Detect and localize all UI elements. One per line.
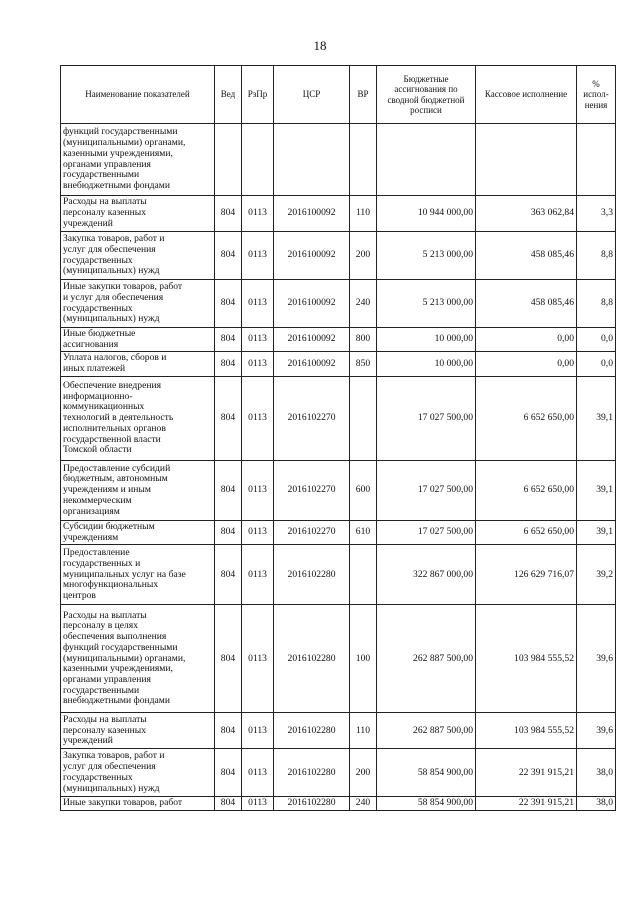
cell-pct: 39,1 bbox=[577, 520, 616, 544]
cell-rzpr: 0113 bbox=[242, 232, 274, 280]
table-row bbox=[61, 545, 616, 605]
cell-kass: 103 984 555,52 bbox=[476, 605, 577, 713]
cell-vr: 100 bbox=[350, 605, 377, 713]
cell-assign: 5 213 000,00 bbox=[377, 280, 476, 328]
table-row bbox=[61, 232, 616, 280]
table-row bbox=[61, 797, 616, 811]
cell-pct: 38,0 bbox=[577, 749, 616, 797]
cell-vr: 110 bbox=[350, 713, 377, 749]
cell-csr: 2016102280 bbox=[274, 749, 350, 797]
cell-csr: 2016100092 bbox=[274, 196, 350, 232]
cell-assign: 5 213 000,00 bbox=[377, 232, 476, 280]
table-row bbox=[61, 460, 616, 520]
cell-pct: 3,3 bbox=[577, 196, 616, 232]
cell-ved: 804 bbox=[215, 713, 242, 749]
header-cash-execution: Кассовое исполнение bbox=[476, 66, 577, 124]
cell-kass: 126 629 716,07 bbox=[476, 545, 577, 605]
cell-rzpr: 0113 bbox=[242, 376, 274, 460]
cell-csr: 2016100092 bbox=[274, 232, 350, 280]
cell-vr bbox=[350, 376, 377, 460]
cell-pct: 8,8 bbox=[577, 280, 616, 328]
header-assignments: Бюджетные ассигнования по сводной бюджетной росписи bbox=[377, 66, 476, 124]
cell-csr: 2016102280 bbox=[274, 797, 350, 811]
cell-ved bbox=[215, 124, 242, 196]
cell-name: Предоставление субсидий бюджетным, автономным учреждениям и иным некоммерческим организациям bbox=[61, 460, 215, 520]
table-row bbox=[61, 749, 616, 797]
header-rzpr: РзПр bbox=[242, 66, 274, 124]
cell-assign: 10 000,00 bbox=[377, 352, 476, 376]
cell-rzpr: 0113 bbox=[242, 328, 274, 352]
cell-rzpr: 0113 bbox=[242, 520, 274, 544]
cell-pct: 39,1 bbox=[577, 460, 616, 520]
cell-csr: 2016100092 bbox=[274, 352, 350, 376]
cell-name: Субсидии бюджетным учреждениям bbox=[61, 520, 215, 544]
cell-name: Предоставление государственных и муниципальных услуг на базе многофункциональных центров bbox=[61, 545, 215, 605]
cell-csr: 2016102280 bbox=[274, 545, 350, 605]
cell-assign: 262 887 500,00 bbox=[377, 605, 476, 713]
cell-csr: 2016100092 bbox=[274, 280, 350, 328]
cell-kass: 0,00 bbox=[476, 328, 577, 352]
cell-ved: 804 bbox=[215, 376, 242, 460]
table-row bbox=[61, 196, 616, 232]
table-header-row bbox=[61, 66, 616, 124]
cell-rzpr: 0113 bbox=[242, 545, 274, 605]
cell-vr: 200 bbox=[350, 749, 377, 797]
cell-pct: 38,0 bbox=[577, 797, 616, 811]
header-vr: ВР bbox=[350, 66, 377, 124]
cell-ved: 804 bbox=[215, 797, 242, 811]
cell-csr: 2016102270 bbox=[274, 376, 350, 460]
cell-rzpr: 0113 bbox=[242, 713, 274, 749]
cell-kass bbox=[476, 124, 577, 196]
cell-assign: 322 867 000,00 bbox=[377, 545, 476, 605]
cell-rzpr: 0113 bbox=[242, 196, 274, 232]
table-row bbox=[61, 520, 616, 544]
cell-name: Уплата налогов, сборов и иных платежей bbox=[61, 352, 215, 376]
cell-rzpr: 0113 bbox=[242, 749, 274, 797]
header-name: Наименование показателей bbox=[61, 66, 215, 124]
cell-vr: 110 bbox=[350, 196, 377, 232]
cell-name: Закупка товаров, работ и услуг для обеспечения государственных (муниципальных) нужд bbox=[61, 232, 215, 280]
table-row bbox=[61, 280, 616, 328]
cell-vr: 610 bbox=[350, 520, 377, 544]
cell-csr: 2016102280 bbox=[274, 713, 350, 749]
cell-kass: 6 652 650,00 bbox=[476, 376, 577, 460]
cell-name: Закупка товаров, работ и услуг для обеспечения государственных (муниципальных) нужд bbox=[61, 749, 215, 797]
cell-ved: 804 bbox=[215, 280, 242, 328]
cell-kass: 458 085,46 bbox=[476, 232, 577, 280]
cell-vr bbox=[350, 124, 377, 196]
header-ved: Вед bbox=[215, 66, 242, 124]
cell-vr bbox=[350, 545, 377, 605]
cell-pct: 0,0 bbox=[577, 352, 616, 376]
cell-pct bbox=[577, 124, 616, 196]
table-row bbox=[61, 713, 616, 749]
cell-ved: 804 bbox=[215, 545, 242, 605]
cell-vr: 200 bbox=[350, 232, 377, 280]
cell-assign: 17 027 500,00 bbox=[377, 376, 476, 460]
cell-vr: 850 bbox=[350, 352, 377, 376]
cell-name: Иные закупки товаров, работ и услуг для обеспечения государственных (муниципальных) нужд bbox=[61, 280, 215, 328]
cell-assign: 58 854 900,00 bbox=[377, 797, 476, 811]
cell-kass: 363 062,84 bbox=[476, 196, 577, 232]
cell-pct: 39,6 bbox=[577, 713, 616, 749]
cell-csr: 2016100092 bbox=[274, 328, 350, 352]
cell-assign: 10 944 000,00 bbox=[377, 196, 476, 232]
cell-assign: 17 027 500,00 bbox=[377, 460, 476, 520]
cell-pct: 8,8 bbox=[577, 232, 616, 280]
table-row bbox=[61, 124, 616, 196]
header-percent: % испол-нения bbox=[577, 66, 616, 124]
table-row bbox=[61, 328, 616, 352]
cell-kass: 458 085,46 bbox=[476, 280, 577, 328]
cell-rzpr bbox=[242, 124, 274, 196]
cell-ved: 804 bbox=[215, 520, 242, 544]
cell-kass: 6 652 650,00 bbox=[476, 520, 577, 544]
cell-ved: 804 bbox=[215, 196, 242, 232]
cell-csr: 2016102270 bbox=[274, 520, 350, 544]
cell-ved: 804 bbox=[215, 352, 242, 376]
table-row bbox=[61, 376, 616, 460]
cell-rzpr: 0113 bbox=[242, 280, 274, 328]
cell-assign: 17 027 500,00 bbox=[377, 520, 476, 544]
cell-vr: 240 bbox=[350, 280, 377, 328]
header-csr: ЦСР bbox=[274, 66, 350, 124]
cell-name: Иные закупки товаров, работ bbox=[61, 797, 215, 811]
cell-csr: 2016102280 bbox=[274, 605, 350, 713]
cell-pct: 39,6 bbox=[577, 605, 616, 713]
cell-rzpr: 0113 bbox=[242, 605, 274, 713]
cell-pct: 39,1 bbox=[577, 376, 616, 460]
cell-ved: 804 bbox=[215, 328, 242, 352]
budget-execution-table bbox=[60, 65, 616, 811]
cell-rzpr: 0113 bbox=[242, 460, 274, 520]
cell-name: Расходы на выплаты персоналу казенных учреждений bbox=[61, 713, 215, 749]
cell-vr: 800 bbox=[350, 328, 377, 352]
cell-name: Расходы на выплаты персоналу казенных учреждений bbox=[61, 196, 215, 232]
table-row bbox=[61, 605, 616, 713]
cell-name: Расходы на выплаты персоналу в целях обеспечения выполнения функций государственными (муниципальными) органами, казенными учреждениями, органами управления государственными внебюджетными фондами bbox=[61, 605, 215, 713]
cell-csr bbox=[274, 124, 350, 196]
cell-name: Обеспечение внедрения информационно- коммуникационных технологий в деятельность исполнительных органов государственной власти Томской области bbox=[61, 376, 215, 460]
cell-kass: 22 391 915,21 bbox=[476, 797, 577, 811]
cell-kass: 0,00 bbox=[476, 352, 577, 376]
cell-csr: 2016102270 bbox=[274, 460, 350, 520]
cell-assign bbox=[377, 124, 476, 196]
cell-name: Иные бюджетные ассигнования bbox=[61, 328, 215, 352]
cell-pct: 39,2 bbox=[577, 545, 616, 605]
cell-rzpr: 0113 bbox=[242, 352, 274, 376]
cell-ved: 804 bbox=[215, 749, 242, 797]
page-number: 18 bbox=[313, 38, 327, 53]
cell-kass: 22 391 915,21 bbox=[476, 749, 577, 797]
cell-vr: 240 bbox=[350, 797, 377, 811]
cell-assign: 262 887 500,00 bbox=[377, 713, 476, 749]
cell-vr: 600 bbox=[350, 460, 377, 520]
cell-ved: 804 bbox=[215, 232, 242, 280]
cell-kass: 6 652 650,00 bbox=[476, 460, 577, 520]
cell-assign: 10 000,00 bbox=[377, 328, 476, 352]
cell-kass: 103 984 555,52 bbox=[476, 713, 577, 749]
table-row bbox=[61, 352, 616, 376]
cell-pct: 0,0 bbox=[577, 328, 616, 352]
cell-name: функций государственными (муниципальными) органами, казенными учреждениями, органами управления государственными внебюджетными фондами bbox=[61, 124, 215, 196]
cell-rzpr: 0113 bbox=[242, 797, 274, 811]
cell-ved: 804 bbox=[215, 460, 242, 520]
cell-assign: 58 854 900,00 bbox=[377, 749, 476, 797]
cell-ved: 804 bbox=[215, 605, 242, 713]
